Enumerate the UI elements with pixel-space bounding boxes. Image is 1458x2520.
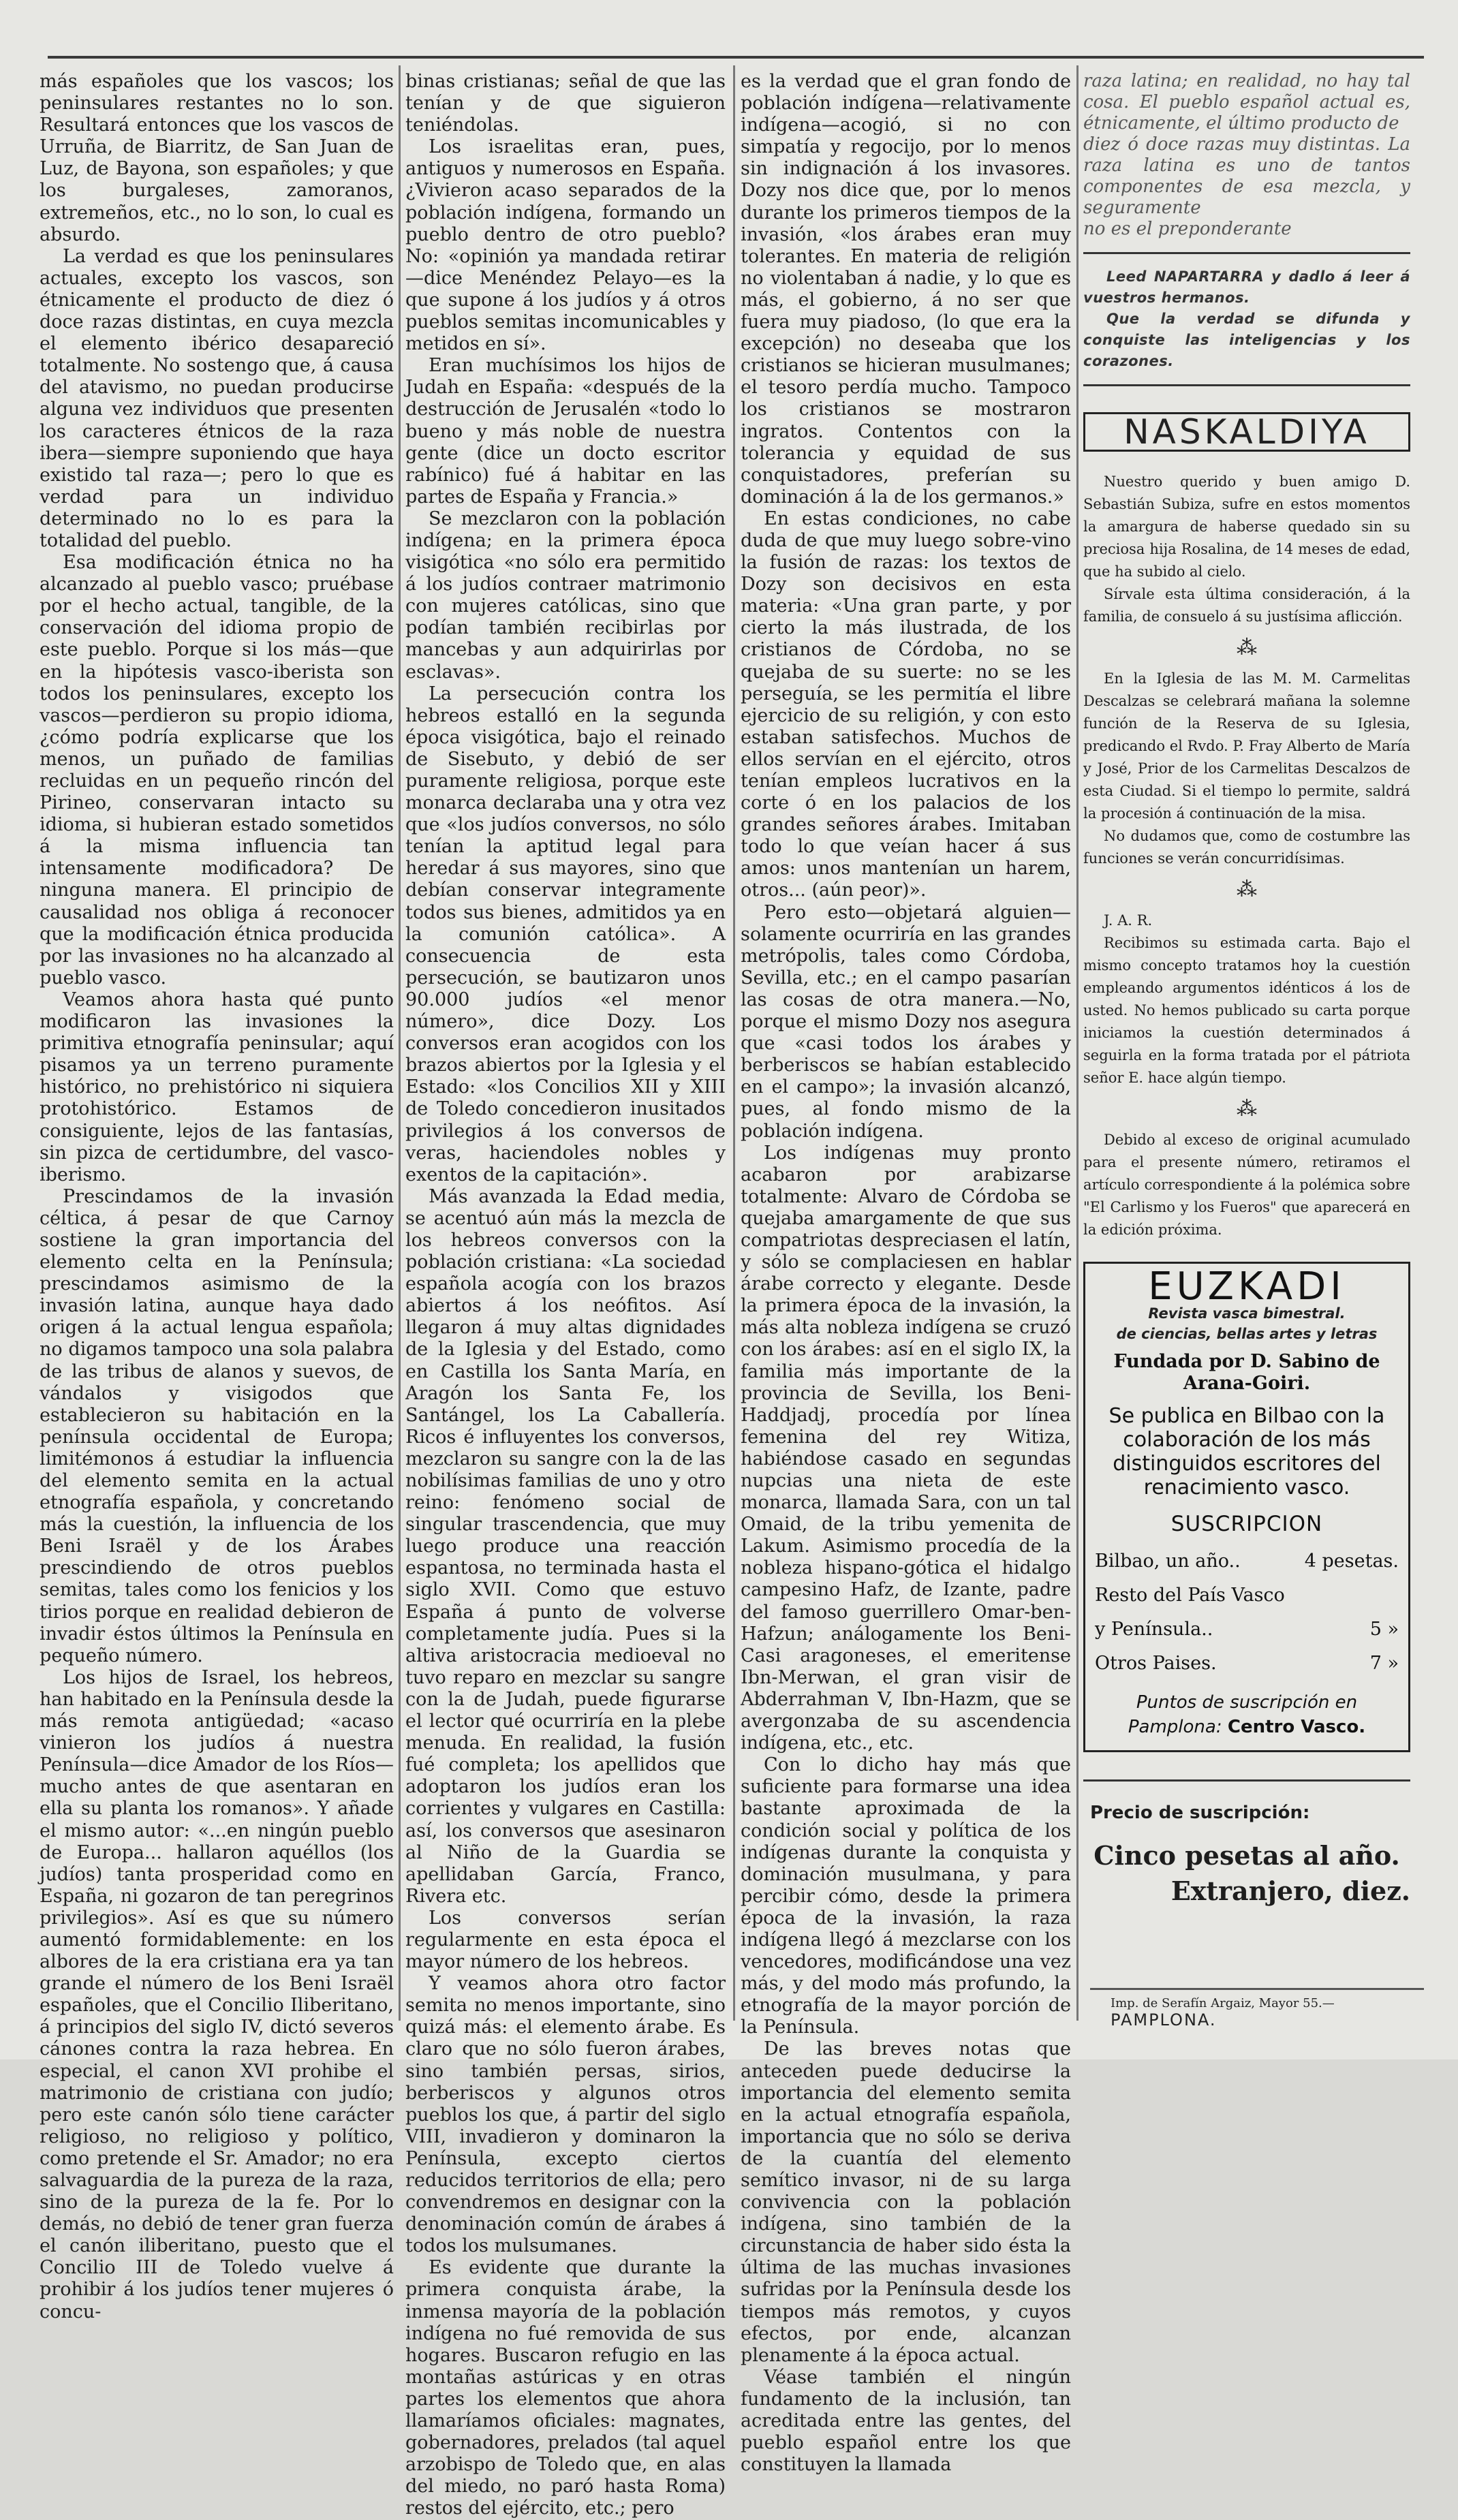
paragraph: Y veamos ahora otro factor semita no menos importante, sino quizá más: el elemento árabe. Es claro que no sólo fueron árabes, sino también persas, sirios, berberiscos y algunos otros pueblos los que, á partir del siglo VIII, invadieron y dominaron la Península, excepto ciertos reducidos territorios de ella; pero convendremos en designar con la denominación común de árabes á todos los mulsumanes. (405, 1973, 726, 2257)
sidebar-column (1083, 71, 1410, 2026)
ad-subscription-heading: SUSCRIPCION (1170, 1512, 1323, 1537)
price-row (1095, 1544, 1399, 1578)
note-paragraph: Recibimos su estimada carta. Bajo el mismo concepto tratamos hoy la cuestión empleando argumentos idénticos á los de usted. No hemos publicado su carta porque iniciamos la cuestión determinados á seguirla en la forma tratada por el pátriota señor E. hace algún tiempo. (1083, 935, 1410, 1087)
asterism-divider: ⁂ (1237, 1097, 1257, 1121)
paragraph: Veamos ahora hasta qué punto modificaron las invasiones la primitiva etnografía peninsular; aquí pisamos ya un terreno puramente histórico, no prehistórico ni siquiera protohistórico. Estamos de consiguiente, lejos de las fantasías, sin pizca de certidumbre, del vasco-iberismo. (40, 989, 394, 1185)
article-column-3 (741, 71, 1071, 2476)
note-paragraph: Nuestro querido y buen amigo D. Sebastián Subiza, sufre en estos momentos la amargura de haberse quedado sin su preciosa hija Rosalina, de 14 meses de edad, que ha subido al cielo. (1083, 473, 1410, 580)
continuation-line: raza latina; en realidad, no hay tal cosa. El pueblo español actual es, étnicamente, el último producto de (1083, 71, 1410, 134)
ad-title: EUZKADI (1148, 1264, 1346, 1309)
price-label: y Península.. (1095, 1619, 1213, 1640)
price-row (1095, 1578, 1399, 1613)
column-divider-3 (1076, 65, 1079, 2021)
promo-line-2: Que la verdad se difunda y conquiste las inteligencias y los corazones. (1083, 311, 1410, 369)
paragraph: binas cristianas; señal de que las tenían y de que siguieron teniéndolas. (405, 71, 726, 136)
ad-publication-info: Se publica en Bilbao con la colaboración de los más distinguidos escritores del renacimiento vasco. (1108, 1404, 1385, 1500)
printer-city: PAMPLONA. (1111, 2010, 1217, 2029)
subscription-rates (1083, 1802, 1410, 1906)
column-divider-2 (733, 65, 735, 2021)
section-rule (1083, 1779, 1410, 1782)
article-column-1 (40, 71, 394, 2322)
paragraph: Esa modificación étnica no ha alcanzado al pueblo vasco; pruébase por el hecho actual, tangible, de la conservación del idioma propio de este pueblo. Porque si los más—que en la hipótesis vasco-iberista son todos los peninsulares, excepto los vascos—perdieron su propio idioma, ¿cómo podría explicarse que los menos, un puñado de familias recluidas en un pequeño rincón del Pirineo, conservaran intacto su idioma, si hubieran estado sometidos á la misma influencia tan intensamente modificadora? De ninguna manera. El principio de causalidad nos obliga á reconocer que la modificación étnica producida por las invasiones no ha alcanzado al pueblo vasco. (40, 552, 394, 989)
section-rule (1083, 384, 1410, 386)
price-amount: 5 » (1369, 1619, 1399, 1640)
ad-subscription-points (1095, 1690, 1399, 1739)
printer-name: Imp. de Serafín Argaiz, Mayor 55.— (1111, 1996, 1335, 2010)
paragraph: Eran muchísimos los hijos de Judah en España: «después de la destrucción de Jerusalén «todo lo bueno y más noble de nuestra gente (dice un docto escritor rabínico) fué á habitar en las partes de España y Francia.» (405, 355, 726, 508)
promo-line-1: Leed NAPARTARRA y dadlo á leer á vuestros hermanos. (1083, 268, 1410, 306)
paragraph: Los israelitas eran, pues, antiguos y numerosos en España. ¿Vivieron acaso separados de la población indígena, formando un pueblo dentro de otro pueblo? No: «opinión ya mandada retirar—dice Menéndez Pelayo—es la que supone á los judíos y á otros pueblos semitas incomunicables y metidos en sí». (405, 136, 726, 355)
paragraph: Los indígenas muy pronto acabaron por arabizarse totalmente: Alvaro de Córdoba se quejaba amargamente de que sus compatriotas despreciasen el latín, y sólo se complaciesen en hablar árabe correcto y elegante. Desde la primera época de la invasión, la más alta nobleza indígena se cruzó con los árabes: así en el siglo IX, la familia más importante de la provincia de Sevilla, los Beni-Haddjadj, procedía por línea femenina del rey Witiza, habiéndose casado en segundas nupcias una nieta de este monarca, llamada Sara, con un tal Omaid, de la tribu yemenita de Lakum. Asimismo procedía de la nobleza hispano-gótica el hidalgo campesino Hafz, de Izante, padre del famoso guerrillero Omar-ben-Hafzun; análogamente los Beni-Casi aragoneses, el emeritense Ibn-Merwan, el gran visir de Abderrahman V, Ibn-Hazm, que se avergonzaba de su ascendencia indígena, etc., etc. (741, 1142, 1071, 1754)
printer-imprint (1111, 1996, 1424, 2029)
paragraph: La verdad es que los peninsulares actuales, excepto los vascos, son étnicamente el producto de diez ó doce razas distintas, en cuya mezcla el elemento ibérico desapareció totalmente. No sostengo que, á causa del atavismo, no puedan producirse alguna vez individuos que presenten los caracteres étnicos de la raza ibera—siempre suponiendo que haya existido tal raza—; pero lo que es verdad para un individuo determinado no lo es para la totalidad del pueblo. (40, 245, 394, 551)
asterism-divider: ⁂ (1237, 877, 1257, 902)
paragraph: En estas condiciones, no cabe duda de que muy luego sobre-vino la fusión de razas: los textos de Dozy son decisivos en esta materia: «Una gran parte, y por cierto la más ilustrada, de los cristianos de Córdoba, no se quejaba de su suerte: no se les perseguía, se les permitía el libre ejercicio de su religión, y con esto estaban satisfechos. Muchos de ellos servían en el ejército, otros tenían empleos lucrativos en la corte ó en los palacios de los grandes señores árabes. Imitaban todo lo que veían hacer á sus amos: unos mantenían un harem, otros... (aún peor)». (741, 508, 1071, 901)
price-amount: 7 » (1369, 1653, 1399, 1675)
paragraph: Pero esto—objetará alguien—solamente ocurriría en las grandes metrópolis, tales como Córdoba, Sevilla, etc.; en el campo pasarían las cosas de otra manera.—No, porque el mismo Dozy nos asegura que «casi todos los árabes y berberiscos se habían establecido en el campo»; la invasión alcanzó, pues, al fondo mismo de la población indígena. (741, 901, 1071, 1142)
price-amount (1290, 1578, 1399, 1613)
note-paragraph: Debido al exceso de original acumulado para el presente número, retiramos el artículo correspondiente á la polémica sobre "El Carlismo y los Fueros" que aparecerá en la edición próxima. (1083, 1132, 1410, 1239)
article-continuation (1083, 71, 1410, 240)
paragraph: Prescindamos de la invasión céltica, á pesar de que Carnoy sostiene la gran importancia del elemento celta en la Península; prescindamos asimismo de la invasión latina, aunque haya dado origen á la actual lengua española; no digamos tampoco una sola palabra de las tribus de alanos y suevos, de vándalos y visigodos que establecieron su habitación en la península occidental de Europa; limitémonos á estudiar la influencia del elemento semita en la actual etnografía española, y concretando más la cuestión, la influencia de los Beni Israël y de los Árabes prescindiendo de otros pueblos semitas, tales como los fenicios y los tirios porque en realidad debieron de invadir éstos últimos la Península en pequeño número. (40, 1185, 394, 1666)
paragraph: más españoles que los vascos; los peninsulares restantes no lo son. Resultará entonces que los vascos de Urruña, de Biarritz, de San Juan de Luz, de Bayona, son españoles; y que los burgaleses, zamoranos, extremeños, etc., no lo son, lo cual es absurdo. (40, 71, 394, 245)
article-column-2 (405, 71, 726, 2519)
rates-local: Cinco pesetas al año. (1094, 1839, 1400, 1871)
price-label: Resto del País Vasco (1095, 1585, 1285, 1606)
paragraph: Se mezclaron con la población indígena; en la primera época visigótica «no sólo era permitido á los judíos contraer matrimonio con mujeres católicas, sino que podían también recibirlas por mancebas y aun adquirirlas por esclavas». (405, 508, 726, 683)
price-row (1095, 1613, 1399, 1647)
price-amount: 4 pesetas. (1304, 1551, 1399, 1572)
price-label: Bilbao, un año.. (1095, 1551, 1241, 1572)
ad-subtitle: de ciencias, bellas artes y letras (1116, 1326, 1378, 1343)
note-paragraph: No dudamos que, como de costumbre las funciones se verán concurridísimas. (1083, 828, 1410, 867)
continuation-line: diez ó doce razas muy distintas. La raza latina es uno de tantos componentes de esa mezcla, y seguramente (1083, 134, 1410, 218)
paragraph: Véase también el ningún fundamento de la inclusión, tan acreditada entre las gentes, del pueblo español entre los que constituyen la llamada (741, 2366, 1071, 2476)
paragraph: Los conversos serían regularmente en esta época el mayor número de los hebreos. (405, 1907, 726, 1973)
price-row (1095, 1647, 1399, 1681)
points-prefix: Puntos de suscripción en Pamplona: (1128, 1692, 1358, 1738)
paragraph: Los hijos de Israel, los hebreos, han habitado en la Península desde la más remota antigüedad; «acaso vinieron los judíos á nuestra Península—dice Amador de los Ríos—mucho antes de que asentaran en ella su planta los romanos». Y añade el mismo autor: «...en ningún pueblo de Europa... hallaron aquéllos (los judíos) tanta prosperidad como en España, ni gozaron de tan peregrinos privilegios». Así es que su número aumentó formidablemente: en los albores de la era cristiana era ya tan grande el número de los Beni Israël españoles, que el Concilio Iliberitano, á principios del siglo IV, dictó severos cánones contra la raza hebrea. En especial, el canon XVI prohibe el matrimonio de cristiana con judío; pero este canón sólo tiene carácter religioso, no religioso y político, como pretende el Sr. Amador; no era salvaguardia de la pureza de la raza, sino de la pureza de la fe. Por lo demás, no debió de tener gran fuerza el canón iliberitano, puesto que el Concilio III de Toledo vuelve á prohibir á los judíos tener mujeres ó concu- (40, 1666, 394, 2322)
paragraph: La persecución contra los hebreos estalló en la segunda época visigótica, bajo el reinado de Sisebuto, y debió de ser puramente religiosa, porque este monarca declaraba una y otra vez que «los judíos conversos, no sólo tenían la aptitud legal para heredar á sus mayores, sino que debían conservar integramente todos sus bienes, admitidos ya en la comunión católica». A consecuencia de esta persecución, se bautizaron unos 90.000 judíos «el menor número», dice Dozy. Los conversos eran acogidos con los brazos abiertos por la Iglesia y el Estado: «los Concilios XII y XIII de Toledo concedieron inusitados privilegios á los conversos de veras, haciendoles nobles y exentos de la capitación». (405, 683, 726, 1185)
note-heading: J. A. R. (1104, 912, 1153, 929)
euzkadi-advertisement (1083, 1262, 1410, 1752)
asterism-divider: ⁂ (1237, 636, 1257, 660)
paragraph: Con lo dicho hay más que suficiente para formarse una idea bastante aproximada de la condición social y política de los indígenas durante la conquista y dominación musulmana, y para percibir cómo, desde la primera época de la invasión, la raza indígena llegó á mezclarse con los vencedores, modificándose una vez más, y del modo más profundo, la etnografía de la mayor porción de la Península. (741, 1754, 1071, 2038)
news-notes (1083, 471, 1410, 1241)
paragraph: es la verdad que el gran fondo de población indígena—relativamente indígena—acogió, si no con simpatía y regocijo, por lo menos sin indignación á los invasores. Dozy nos dice que, por lo menos durante los primeros tiempos de la invasión, «los árabes eran muy tolerantes. En materia de religión no violentaban á nadie, y lo que es más, el gobierno, á no ser que fuera muy piadoso, (lo que era la excepción) no deseaba que los cristianos se hicieran musulmanes; el tesoro perdía mucho. Tampoco los cristianos se mostraron ingratos. Contentos con la tolerancia y equidad de sus conquistadores, preferían su dominación á la de los germanos.» (741, 71, 1071, 508)
section-rule (1083, 252, 1410, 254)
note-paragraph: Sírvale esta última consideración, á la familia, de consuelo á su justísima aflicción. (1083, 586, 1410, 625)
paragraph: De las breves notas que anteceden puede deducirse la importancia del elemento semita en la actual etnografía española, importancia que no sólo se deriva de la cuantía del elemento semítico invasor, ni de su larga convivencia con la población indígena, sino también de la circunstancia de haber sido ésta la última de las muchas invasiones sufridas por la Península desde los tiempos más remotos, y cuyos efectos, por ende, alcanzan plenamente á la época actual. (741, 2038, 1071, 2366)
paragraph: Es evidente que durante la primera conquista árabe, la inmensa mayoría de la población indígena no fué removida de sus hogares. Buscaron refugio en las montañas astúricas y en otras partes los elementos que ahora llamaríamos oficiales: magnates, gobernadores, prelados (tal aquel arzobispo de Toledo que, en alas del miedo, no paró hasta Roma) restos del ejército, etc.; pero (405, 2257, 726, 2519)
continuation-line: no es el preponderante (1083, 219, 1292, 239)
ad-subtitle: Revista vasca bimestral. (1148, 1305, 1346, 1322)
ad-founder: Fundada por D. Sabino de Arana-Goiri. (1113, 1351, 1380, 1395)
column-divider-1 (399, 65, 401, 2021)
imprint-rule (1090, 1988, 1424, 1990)
rates-abroad: Extranjero, diez. (1170, 1875, 1410, 1906)
points-place: Centro Vasco. (1227, 1717, 1366, 1738)
paragraph: Más avanzada la Edad media, se acentuó aún más la mezcla de los hebreos conversos con la población cristiana: «La sociedad española acogía con los brazos abiertos á los neófitos. Así llegaron á muy altas dignidades de la Iglesia y del Estado, como en Castilla los Santa María, en Aragón los Santa Fe, los Santángel, los La Caballería. Ricos é influyentes los conversos, mezclaron su sangre con la de las nobilísimas familias de uno y otro reino: fenómeno social de singular trascendencia, que muy luego produce una reacción espantosa, no terminada hasta el siglo XVII. Como que estuvo España á punto de volverse completamente judía. Pues si la altiva aristocracia medioeval no tuvo reparo en mezclar su sangre con la de Judah, puede figurarse el lector qué ocurriría en la plebe menuda. En realidad, la fusión fué completa; los apellidos que adoptaron los judíos eran los corrientes y vulgares en Castilla: así, los conversos que asesinaron al Niño de la Guardia se apellidaban García, Franco, Rivera etc. (405, 1185, 726, 1907)
section-title-naskaldiya: NASKALDIYA (1083, 412, 1410, 452)
rates-heading: Precio de suscripción: (1090, 1803, 1310, 1824)
note-paragraph: En la Iglesia de las M. M. Carmelitas Descalzas se celebrará mañana la solemne función de la Reserva de su Iglesia, predicando el Rvdo. P. Fray Alberto de María y José, Prior de los Carmelitas Descalzos de esta Ciudad. Si el tiempo lo permite, saldrá la procesión á continuación de la misa. (1083, 670, 1410, 822)
price-label: Otros Paises. (1095, 1653, 1217, 1675)
top-rule (48, 56, 1424, 59)
